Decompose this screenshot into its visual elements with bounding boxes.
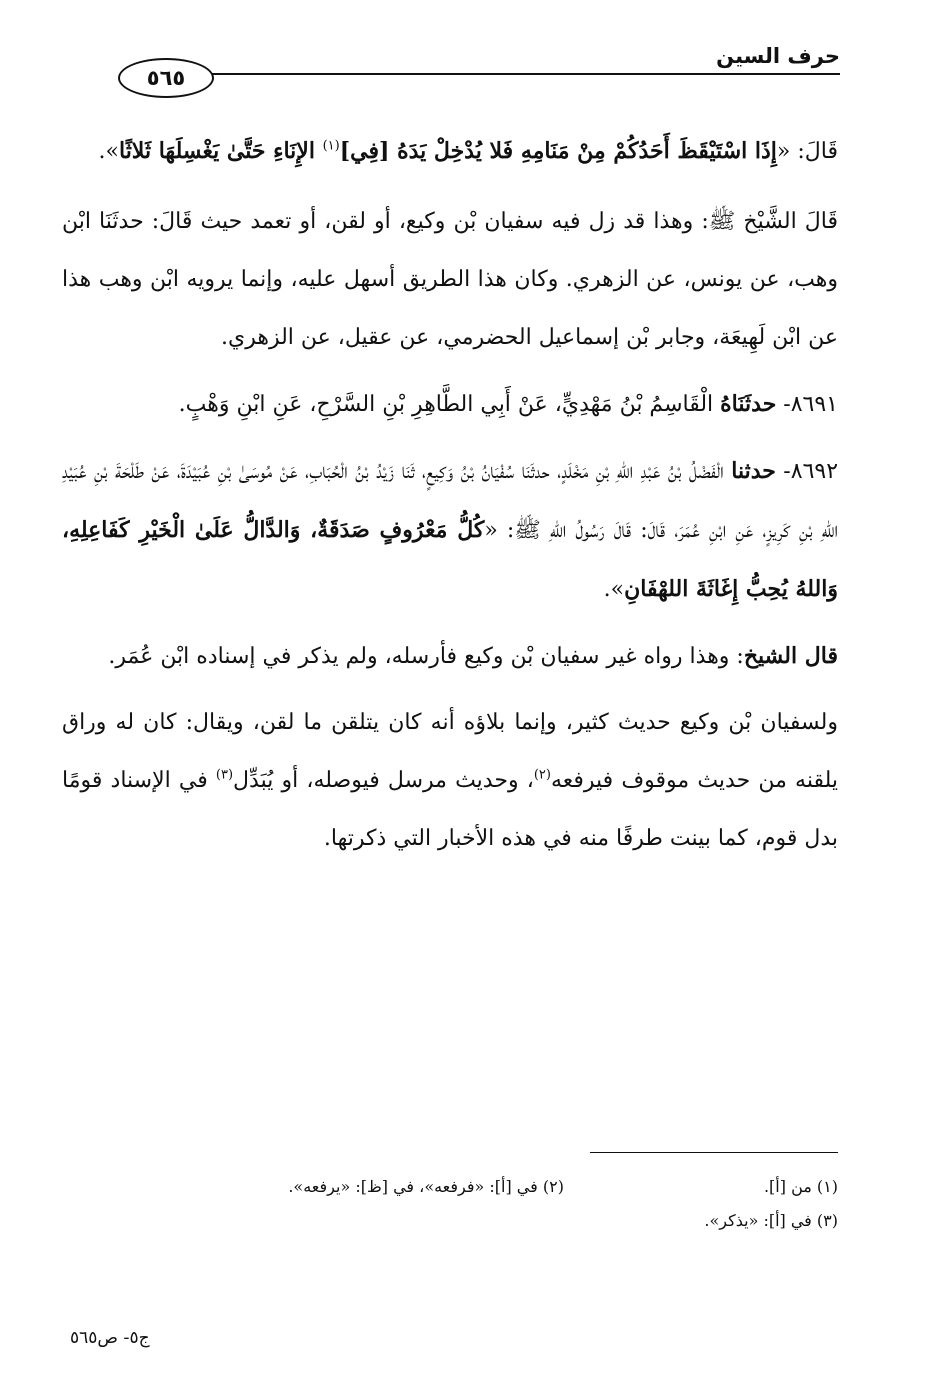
paragraph-narrator-critique [62, 694, 838, 868]
paragraph-sheikh-note [62, 627, 838, 686]
running-title: حرف السين [716, 44, 840, 68]
sheikh-note-text: : وهذا رواه غير سفيان بْن وكيع فأرسله، ولم يذكر في إسناده ابْن عُمَر. [108, 644, 744, 669]
quote-lead: قَالَ: « [776, 139, 838, 164]
main-text [62, 122, 838, 876]
critique-text-b: ، وحديث مرسل فيوصله، أو يُبَدِّل [233, 768, 534, 793]
footnote-1: (١) من [أ]. [763, 1177, 838, 1196]
quote-tail: ». [603, 577, 625, 602]
critique-text-a: ولسفيان بْن وكيع حديث كثير، وإنما بلاؤه أنه كان يتلقن ما لقن، ويقال: كان له وراق يلقنه من حديث موقوف فيرفعه [62, 710, 838, 793]
hadith-number: ٨٦٩١- [776, 392, 838, 417]
hadith-number: ٨٦٩٢- [775, 459, 839, 484]
footnote-row [62, 1204, 838, 1238]
footnote-separator [590, 1152, 838, 1153]
hadith-isnad: الْفَضْلُ بْنُ عَبْدِ اللهِ بْنِ مَخْلَدٍ، حدثَنَا سُفْيَانُ بْنُ وَكِيعٍ، ثَنَا زَيْدُ بْنُ الْحُبَابِ، عَنْ مُوسَىٰ بْنِ عُبَيْدَةَ، عَنْ طَلْحَةَ بْنِ عُبَيْدِ اللهِ بْنِ كَرِيزٍ، عَنِ ابْنِ عُمَرَ، قَالَ: قَالَ رَسُولُ اللهِ ﷺ: « [62, 459, 839, 543]
page-header [60, 40, 840, 110]
hadith-isnad: الْقَاسِمُ بْنُ مَهْدِيٍّ، عَنْ أَبِي الطَّاهِرِ بْنِ السَّرْحِ، عَنِ ابْنِ وَهْبٍ. [178, 392, 721, 417]
header-rule [210, 73, 840, 75]
page-number: ٥٦٥ [146, 66, 186, 90]
footnote-ref-3: (٣) [215, 767, 234, 783]
page-number-oval [118, 58, 214, 98]
hadith-tahdith: حدثنا [731, 458, 776, 484]
sheikh-label: قال الشيخ [743, 643, 838, 669]
hadith-matn: كُلُّ مَعْرُوفٍ صَدَقَةٌ، وَالدَّالُّ عَلَىٰ الْخَيْرِ كَفَاعِلِهِ، وَاللهُ يُحِبُّ إِغَاثَةَ اللهْفَانِ [62, 517, 838, 602]
paragraph-sheikh-comment: قَالَ الشَّيْخ ﷺ: وهذا قد زل فيه سفيان بْن وكيع، أو لقن، أو تعمد حيث قَالَ: حدثَنَا ابْن وهب، عن يونس، عن الزهري. وكان هذا الطريق أسهل عليه، وإنما يرويه ابْن وهب هذا عن ابْن لَهِيعَة، وجابر بْن إسماعيل الحضرمي، عن عقيل، عن الزهري. [62, 209, 838, 350]
hadith-matn-a: إِذَا اسْتَيْقَظَ أَحَدُكُمْ مِنْ مَنَامِهِ فَلا يُدْخِلْ يَدَهُ [فِي] [339, 138, 777, 164]
footnote-2: (٢) في [أ]: «فرفعه»، في [ظ]: «يرفعه». [288, 1177, 564, 1196]
critique-text-c: في الإسناد قومًا بدل قوم، كما بينت طرفًا منه في هذه الأخبار التي ذكرتها. [62, 768, 838, 851]
paragraph-hadith-quote [62, 122, 838, 181]
volume-page-reference: ج٥- ص٥٦٥ [70, 1328, 150, 1348]
hadith-8691 [62, 375, 838, 434]
footnotes [62, 1170, 838, 1238]
hadith-8692 [62, 442, 838, 619]
footnote-ref-1: (١) [322, 138, 340, 154]
footnote-ref-2: (٢) [533, 767, 551, 783]
hadith-tahdith: حدثَنَاهُ [720, 391, 777, 417]
hadith-matn-b: الإِنَاءِ حَتَّىٰ يَغْسِلَهَا ثَلاثًا [118, 138, 323, 164]
footnote-3: (٣) في [أ]: «يذكر». [704, 1211, 838, 1230]
quote-tail: ». [98, 139, 119, 164]
footnote-row [62, 1170, 838, 1204]
